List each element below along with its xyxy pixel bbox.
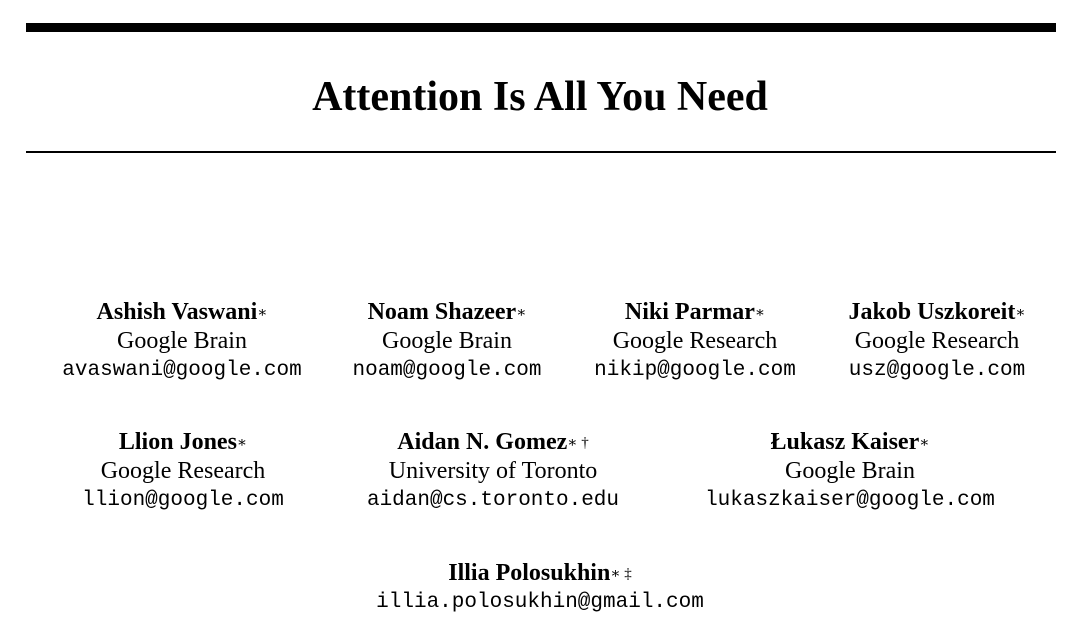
author-affiliation: Google Research	[612, 328, 778, 354]
author-footnote-mark: ∗	[516, 305, 527, 321]
author-email: aidan@cs.toronto.edu	[366, 489, 620, 512]
author-email: nikip@google.com	[594, 359, 796, 382]
author-name: Llion Jones∗	[118, 429, 248, 455]
author-affiliation: Google Research	[854, 328, 1020, 354]
author-name: Jakob Uszkoreit∗	[848, 299, 1026, 325]
author-block	[577, 298, 813, 385]
author-email: llion@google.com	[82, 489, 284, 512]
author-block	[340, 559, 740, 617]
author-block	[680, 428, 1020, 515]
author-footnote-mark: ∗ ‡	[610, 566, 632, 582]
author-footnote-mark: ∗	[754, 305, 766, 321]
author-affiliation: Google Brain	[785, 458, 915, 484]
paper-title: Attention Is All You Need	[312, 74, 768, 120]
author-footnote-mark: ∗	[1015, 305, 1026, 321]
author-email: lukaszkaiser@google.com	[705, 489, 995, 512]
author-name: Noam Shazeer∗	[367, 299, 527, 325]
author-block	[327, 298, 567, 385]
author-footnote-mark: ∗	[257, 305, 268, 321]
author-block	[343, 428, 643, 515]
author-email: illia.polosukhin@gmail.com	[376, 591, 704, 614]
author-name: Niki Parmar∗	[624, 299, 766, 325]
author-affiliation: Google Research	[100, 458, 266, 484]
author-affiliation: University of Toronto	[388, 458, 598, 484]
author-footnote-mark: ∗	[919, 435, 930, 451]
title-rule	[26, 151, 1056, 153]
author-block	[830, 298, 1044, 385]
author-name: Łukasz Kaiser∗	[770, 429, 930, 455]
author-email: avaswani@google.com	[62, 359, 302, 382]
author-block	[47, 298, 317, 385]
author-email: noam@google.com	[352, 359, 542, 382]
top-rule	[26, 23, 1056, 32]
author-affiliation: Google Brain	[382, 328, 512, 354]
author-name: Aidan N. Gomez∗ †	[397, 429, 589, 455]
author-name: Ashish Vaswani∗	[96, 299, 268, 325]
author-footnote-mark: ∗	[236, 435, 248, 451]
author-name: Illia Polosukhin∗ ‡	[448, 560, 632, 586]
author-affiliation: Google Brain	[117, 328, 247, 354]
author-block	[63, 428, 303, 515]
author-footnote-mark: ∗ †	[567, 435, 589, 451]
author-email: usz@google.com	[848, 359, 1026, 382]
